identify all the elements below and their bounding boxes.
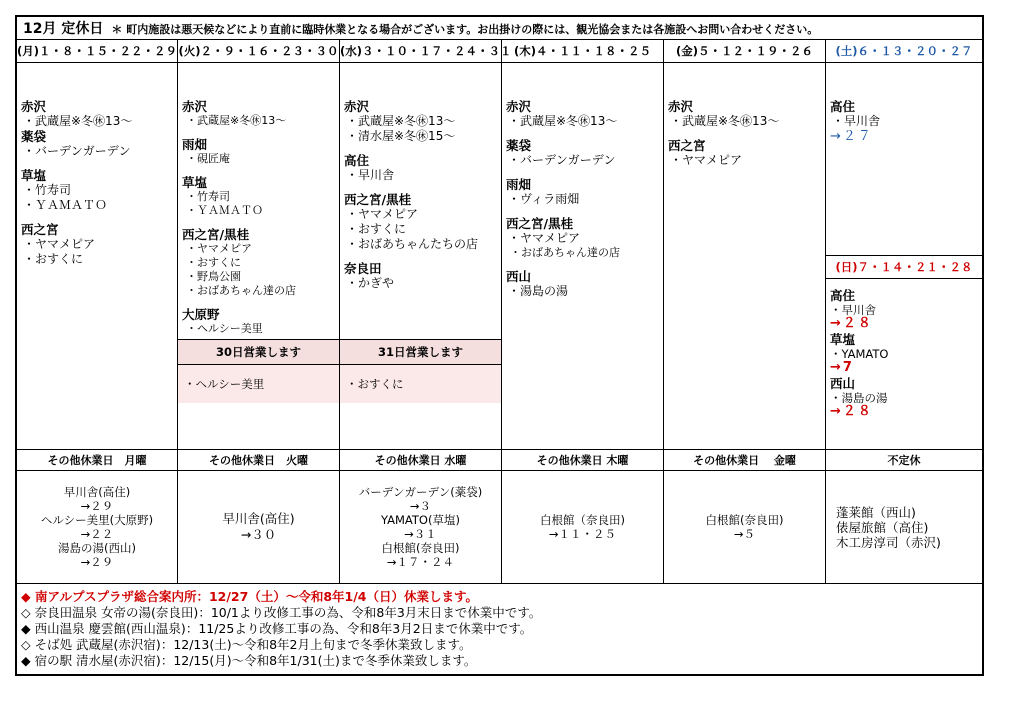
- other-item: 白根館(奈良田): [705, 513, 784, 527]
- area-name: 赤沢: [21, 99, 47, 114]
- other-item: →３: [409, 499, 432, 513]
- shop-item: ・おばあちゃん達の店: [186, 284, 296, 297]
- area-name: 西之宮/黒桂: [506, 216, 574, 231]
- shop-item: ・おばあちゃんたちの店: [346, 237, 479, 251]
- note-line: ◆ 南アルプスプラザ総合案内所：12/27（土）～令和8年1/4（日）休業します。: [21, 589, 478, 604]
- other-body-mon: [17, 471, 178, 583]
- day-header-fri: (金)５・１２・１９・２６: [664, 40, 826, 62]
- area-name: 高住: [830, 288, 856, 303]
- other-item: YAMATO(草塩): [381, 513, 460, 527]
- notes-section: [17, 583, 982, 676]
- other-item: バーデンガーデン(薬袋): [358, 485, 483, 499]
- open-shop-wed: ・おすくに: [340, 365, 501, 403]
- other-item: 早川舎(高住): [63, 485, 131, 499]
- shop-item: ・武蔵屋※冬㊡13～: [186, 114, 287, 127]
- other-header-wed: その他休業日 水曜: [340, 449, 502, 471]
- other-body-fri: [664, 471, 826, 583]
- other-item: 蓬莱館（西山): [836, 504, 916, 520]
- shop-item: ・武蔵屋※冬㊡13～: [23, 114, 133, 128]
- open-shop-tue: ・ヘルシー美里: [178, 365, 339, 403]
- note-line: ◆ 宿の駅 清水屋(赤沢宿)：12/15(月)～令和8年1/31(土)まで冬季休業致します。: [21, 653, 477, 668]
- other-item: →２９: [80, 499, 114, 513]
- sun-date-note: →２８: [830, 404, 873, 419]
- area-name: 赤沢: [668, 99, 694, 114]
- column-sat-sun: [826, 63, 982, 449]
- other-body-wed: [340, 471, 502, 583]
- day-header-sun: (日)７・１４・２１・２８: [826, 255, 982, 279]
- shop-item: ・早川舎: [830, 303, 876, 317]
- open-notice-tue: 30日営業します: [178, 339, 340, 365]
- area-name: 西之宮/黒桂: [182, 227, 250, 242]
- shop-item: ・ヤマメピア: [346, 207, 419, 221]
- shop-item: ・ヤマメピア: [23, 237, 96, 251]
- day-header-sat: (土)６・１３・２０・２７: [835, 44, 973, 58]
- area-name: 西之宮: [21, 222, 59, 237]
- other-item: 早川舎(高住): [222, 511, 295, 526]
- other-item: →３１: [404, 527, 437, 541]
- shop-item: ・竹寿司: [23, 183, 72, 197]
- sun-date-note: →7: [830, 360, 854, 375]
- shop-item: ・ヘルシー美里: [186, 322, 263, 335]
- column-fri: [664, 63, 826, 449]
- shop-item: ・バーデンガーデン: [508, 153, 616, 167]
- day-header-wed: (水)３・１０・１７・２４・３１: [340, 40, 502, 62]
- other-item: 木工房淳司（赤沢): [836, 534, 941, 550]
- other-header-irregular: 不定休: [826, 449, 982, 471]
- sat-date-note: →２７: [830, 129, 873, 144]
- shop-item: ・おすくに: [346, 222, 407, 236]
- note-line: ◇ 奈良田温泉 女帝の湯(奈良田)：10/1より改修工事の為、令和8年3月末日まで休業中です。: [21, 605, 542, 620]
- closure-calendar: [15, 15, 984, 676]
- column-mon: [17, 63, 178, 449]
- area-name: 草塩: [21, 168, 47, 183]
- shop-item: ・YAMATO: [830, 347, 889, 361]
- shop-item: ・野鳥公園: [186, 270, 241, 283]
- header: [17, 17, 982, 40]
- area-name: 雨畑: [182, 137, 208, 152]
- shop-item: ・清水屋※冬㊡15～: [346, 129, 456, 143]
- shop-item: ・かぎや: [346, 276, 395, 290]
- area-name: 西山: [506, 269, 532, 284]
- shop-item: ・武蔵屋※冬㊡13～: [346, 114, 456, 128]
- area-name: 赤沢: [182, 99, 208, 114]
- note-line: ◆ 西山温泉 慶雲館(西山温泉)：11/25より改修工事の為、令和8年3月2日まで休業中です。: [21, 621, 533, 636]
- shop-item: ・ＹＡＭＡＴＯ: [23, 198, 108, 212]
- area-name: 赤沢: [344, 99, 370, 114]
- shop-item: ・おすくに: [23, 252, 84, 266]
- other-body-irregular: [826, 471, 982, 583]
- shop-item: ・ヤマメピア: [670, 153, 743, 167]
- header-note: ＊ 町内施設は悪天候などにより直前に臨時休業となる場合がございます。お出掛けの際には、観光協会または各施設へお問い合わせください。: [111, 23, 819, 36]
- day-header-mon: (月)１・８・１５・２２・２９: [17, 40, 178, 62]
- other-item: 俵屋旅館（高住): [836, 519, 929, 535]
- other-item: →１７・２４: [386, 555, 455, 569]
- area-name: 奈良田: [344, 261, 382, 276]
- shop-item: ・湯島の湯: [508, 284, 569, 298]
- shop-item: ・竹寿司: [186, 190, 230, 203]
- shop-item: ・武蔵屋※冬㊡13～: [670, 114, 780, 128]
- other-header-thu: その他休業日 木曜: [502, 449, 664, 471]
- other-header-fri: その他休業日 金曜: [664, 449, 826, 471]
- shop-item: ・武蔵屋※冬㊡13～: [508, 114, 618, 128]
- sun-list: [826, 289, 888, 419]
- other-item: →２９: [80, 555, 114, 569]
- day-headers: [17, 40, 982, 63]
- area-name: 高住: [830, 99, 856, 114]
- area-name: 草塩: [830, 332, 856, 347]
- area-name: 赤沢: [506, 99, 532, 114]
- shop-item: ・ＹＡＭＡＴＯ: [186, 204, 263, 217]
- other-header-mon: その他休業日 月曜: [17, 449, 178, 471]
- other-item: 湯島の湯(西山): [58, 541, 136, 555]
- shop-item: ・湯島の湯: [830, 391, 888, 405]
- area-name: 薬袋: [506, 138, 532, 153]
- other-header-tue: その他休業日 火曜: [178, 449, 340, 471]
- shop-item: ・おばあちゃん達の店: [510, 246, 620, 259]
- area-name: 雨畑: [506, 177, 532, 192]
- shop-item: ・ヤマメピア: [508, 231, 581, 245]
- other-item: 白根館(奈良田): [381, 541, 460, 555]
- area-name: 高住: [344, 153, 370, 168]
- area-name: 西之宮: [668, 138, 706, 153]
- shop-item: ・早川舎: [832, 114, 881, 128]
- other-item: →２２: [80, 527, 114, 541]
- area-name: 西山: [830, 376, 856, 391]
- area-name: 大原野: [182, 307, 220, 322]
- shop-item: ・おすくに: [186, 256, 241, 269]
- other-item: ヘルシー美里(大原野): [40, 513, 154, 527]
- shop-item: ・硯匠庵: [186, 152, 230, 165]
- area-name: 草塩: [182, 175, 208, 190]
- other-body-tue: [178, 471, 340, 583]
- area-name: 薬袋: [21, 129, 47, 144]
- other-item: →１１・２５: [548, 527, 617, 541]
- day-header-tue: (火)２・９・１６・２３・３０: [178, 40, 340, 62]
- other-body-thu: [502, 471, 664, 583]
- other-item: →５: [733, 527, 756, 541]
- shop-item: ・早川舎: [346, 168, 395, 182]
- open-notice-wed: 31日営業します: [340, 339, 502, 365]
- note-line: ◇ そば処 武蔵屋(赤沢宿)：12/13(土)～令和8年2月上旬まで冬季休業致します。: [21, 637, 472, 652]
- shop-item: ・バーデンガーデン: [23, 144, 131, 158]
- area-name: 西之宮/黒桂: [344, 192, 412, 207]
- month-title: 12月 定休日: [23, 21, 104, 37]
- column-thu: [502, 63, 664, 449]
- other-item: 白根館（奈良田): [540, 513, 625, 527]
- sun-date-note: →２８: [830, 316, 873, 331]
- shop-item: ・ヤマメピア: [186, 242, 252, 255]
- other-item: →３０: [240, 527, 277, 542]
- shop-item: ・ヴィラ雨畑: [508, 192, 580, 206]
- day-header-thu: (木)４・１１・１８・２５: [502, 40, 664, 62]
